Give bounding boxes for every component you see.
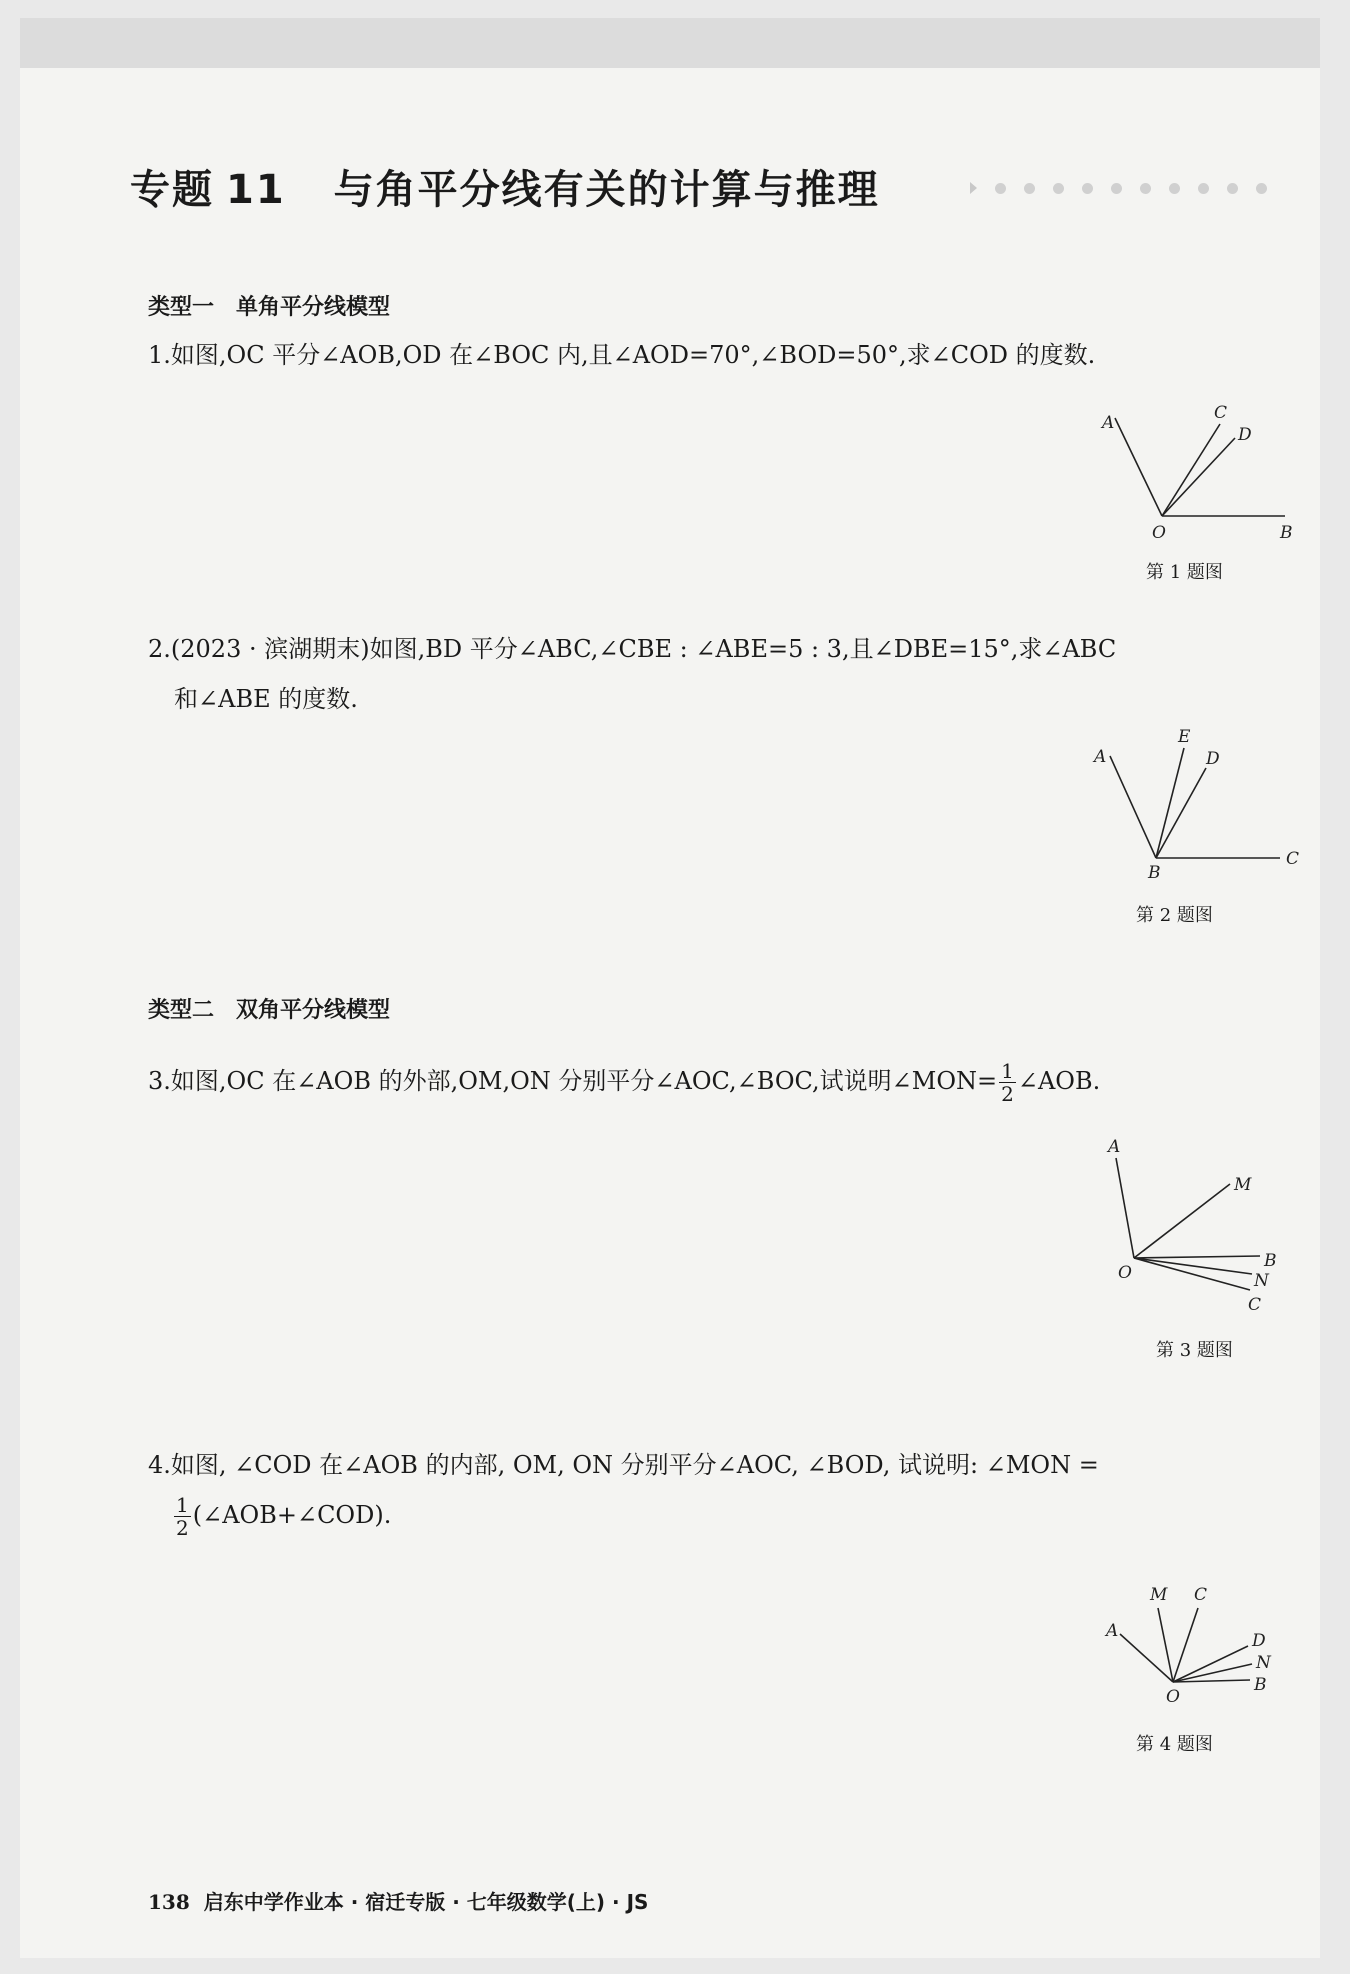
fraction-half: $\frac{1}{2}$ (1001, 1059, 1014, 1106)
ray-OC (1134, 1258, 1250, 1290)
label-D: D (1238, 425, 1252, 445)
page (20, 18, 1320, 1958)
label-B: B (1264, 1251, 1277, 1271)
top-band (20, 18, 1320, 68)
ray-ON (1173, 1664, 1252, 1682)
question-2: 2.(2023 · 滨湖期末)如图,BD 平分∠ABC,∠CBE : ∠ABE=5 : 3,且∠DBE=15°,求∠ABC 和∠ABE 的度数. (148, 635, 1117, 713)
ray-OM (1134, 1184, 1230, 1258)
label-E: E (1178, 727, 1191, 747)
label-D: D (1252, 1631, 1266, 1651)
page-title: 专题 11 与角平分线有关的计算与推理 (130, 167, 880, 213)
label-C: C (1248, 1295, 1262, 1315)
figure-2-caption: 第 2 题图 (1136, 905, 1213, 926)
ray-BD (1156, 768, 1206, 858)
label-N: N (1254, 1271, 1269, 1291)
label-C: C (1214, 403, 1228, 423)
ray-OD (1173, 1646, 1248, 1682)
figure-3-caption: 第 3 题图 (1156, 1340, 1233, 1361)
page-footer (148, 1886, 648, 1915)
fraction-half: $\frac{1}{2}$ (176, 1493, 189, 1540)
label-O: O (1152, 523, 1166, 543)
label-A: A (1102, 413, 1115, 433)
section-heading-2: 类型二 双角平分线模型 (148, 998, 391, 1023)
label-C: C (1286, 849, 1300, 869)
label-M: M (1150, 1585, 1168, 1605)
ray-ON (1134, 1258, 1252, 1274)
label-A: A (1106, 1621, 1119, 1641)
label-C: C (1194, 1585, 1208, 1605)
figure-1 (1080, 388, 1310, 548)
label-B: B (1280, 523, 1293, 543)
label-M: M (1234, 1175, 1252, 1195)
ray-OB (1134, 1256, 1260, 1258)
figure-4 (1080, 1578, 1300, 1728)
label-N: N (1256, 1653, 1271, 1673)
section-heading-1: 类型一 单角平分线模型 (148, 295, 391, 320)
question-4: 4.如图, ∠COD 在∠AOB 的内部, OM, ON 分别平分∠AOC, ∠BOD, 试说明: ∠MON = $\frac{1}{2}$ (∠AOB+∠COD). (148, 1451, 1099, 1540)
question-3: 3.如图,OC 在∠AOB 的外部,OM,ON 分别平分∠AOC,∠BOC,试说明∠MON= $\frac{1}{2}$ ∠AOB. (148, 1059, 1101, 1106)
label-B: B (1148, 863, 1161, 883)
page-number: 138 (148, 1890, 190, 1914)
ray-BE (1156, 748, 1184, 858)
ray-OC (1162, 424, 1220, 516)
figure-2 (1080, 718, 1310, 888)
label-B: B (1254, 1675, 1267, 1695)
title-dots-decoration (970, 182, 1267, 194)
figure-4-caption: 第 4 题图 (1136, 1734, 1213, 1755)
footer-text: 启东中学作业本 · 宿迁专版 · 七年级数学(上) · JS (203, 1890, 649, 1914)
label-O: O (1166, 1687, 1180, 1707)
label-A: A (1108, 1137, 1121, 1157)
ray-BA (1110, 756, 1156, 858)
ray-OD (1162, 438, 1235, 516)
figure-3 (1100, 1128, 1300, 1318)
label-D: D (1206, 749, 1220, 769)
ray-OA (1115, 418, 1162, 516)
ray-OA (1116, 1158, 1134, 1258)
label-O: O (1118, 1263, 1132, 1283)
label-A: A (1094, 747, 1107, 767)
figure-1-caption: 第 1 题图 (1146, 562, 1223, 583)
ray-OC (1173, 1608, 1198, 1682)
question-1: 1.如图,OC 平分∠AOB,OD 在∠BOC 内,且∠AOD=70°,∠BOD=50°,求∠COD 的度数. (148, 341, 1096, 369)
ray-OB (1173, 1680, 1250, 1682)
